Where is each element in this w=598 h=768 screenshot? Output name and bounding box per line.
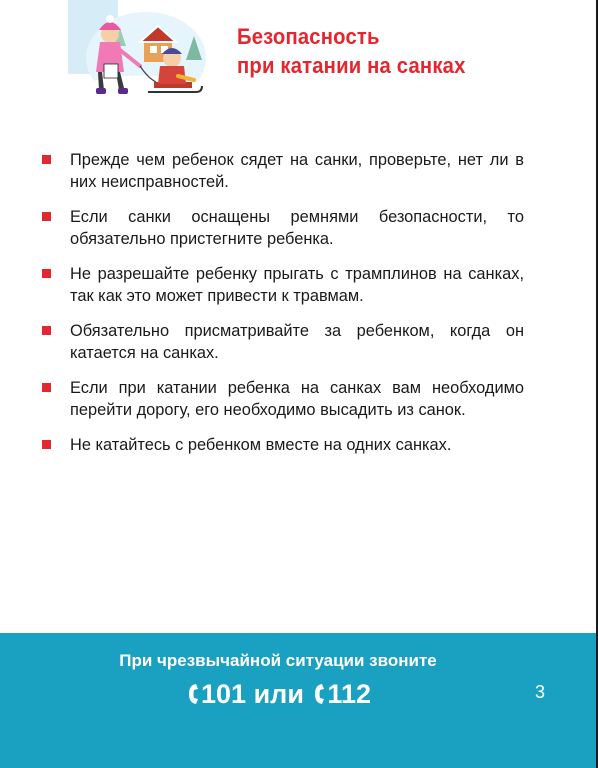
list-item [42,263,524,307]
phone-number-101: 101 [201,679,247,709]
list-item-text: Не разрешайте ребенку прыгать с трамплинов на санках, так как это может привести к травмам. [70,265,524,305]
page-title [237,22,466,80]
phone-number-112: 112 [327,679,371,709]
title-line-1: Безопасность [237,24,380,49]
list-item-text: Если при катании ребенка на санках вам необходимо перейти дорогу, его необходимо высадить из санок. [70,379,524,419]
list-item [42,434,524,456]
red-square-bullet-icon [42,326,51,335]
emergency-text: При чрезвычайной ситуации звоните [119,651,437,670]
emergency-phone-numbers [0,675,556,713]
list-item-text: Если санки оснащены ремнями безопасности, то обязательно пристегните ребенка. [70,208,524,248]
emergency-footer [0,633,596,768]
red-square-bullet-icon [42,269,51,278]
phone-separator: или [246,679,312,709]
phone-handset-icon [185,682,200,706]
phone-handset-icon [311,682,326,706]
list-item-text: Обязательно присматривайте за ребенком, когда он катается на санках. [70,322,524,362]
list-item-text: Не катайтесь с ребенком вместе на одних санках. [70,436,452,454]
red-square-bullet-icon [42,155,51,164]
red-square-bullet-icon [42,212,51,221]
list-item [42,320,524,364]
red-square-bullet-icon [42,440,51,449]
list-item [42,149,524,193]
list-item-text: Прежде чем ребенок сядет на санки, проверьте, нет ли в них неисправностей. [70,151,524,191]
safety-tips-list [42,149,524,469]
title-line-2: при катании на санках [237,53,466,78]
list-item [42,206,524,250]
page-number: 3 [534,682,545,702]
list-item [42,377,524,421]
red-square-bullet-icon [42,383,51,392]
children-sledding-illustration [74,6,214,118]
